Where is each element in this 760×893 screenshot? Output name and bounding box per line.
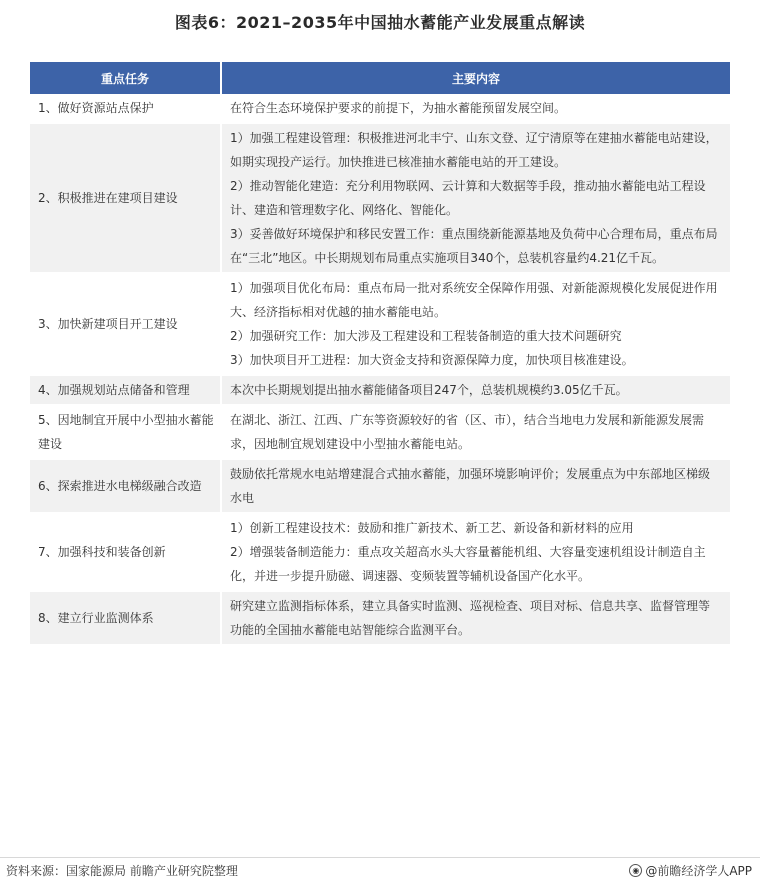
brand-logo-icon: ◉ (629, 864, 642, 877)
table-body (30, 94, 730, 645)
content-cell (221, 591, 730, 645)
task-cell: 4、加强规划站点储备和管理 (30, 375, 221, 405)
task-cell: 7、加强科技和装备创新 (30, 513, 221, 591)
footer-divider (0, 857, 760, 858)
content-paragraph: 3）妥善做好环境保护和移民安置工作：重点围绕新能源基地及负荷中心合理布局，重点布局在“三北”地区。中长期规划布局重点实施项目340个，总装机容量约4.21亿千瓦。 (230, 227, 718, 265)
source-note: 资料来源：国家能源局 前瞻产业研究院整理 (6, 864, 238, 878)
content-paragraph: 在符合生态环境保护要求的前提下，为抽水蓄能预留发展空间。 (230, 101, 567, 115)
content-paragraph: 1）加强工程建设管理：积极推进河北丰宁、山东文登、辽宁清原等在建抽水蓄能电站建设，如期实现投产运行。加快推进已核准抽水蓄能电站的开工建设。 (230, 131, 718, 169)
task-cell: 2、积极推进在建项目建设 (30, 123, 221, 273)
brand-credit (629, 862, 752, 879)
content-cell (221, 273, 730, 375)
task-cell: 1、做好资源站点保护 (30, 94, 221, 123)
content-paragraph: 3）加快项目开工进程：加大资金支持和资源保障力度，加快项目核准建设。 (230, 353, 634, 367)
content-paragraph: 鼓励依托常规水电站增建混合式抽水蓄能，加强环境影响评价；发展重点为中东部地区梯级水电 (230, 467, 711, 505)
content-paragraph: 在湖北、浙江、江西、广东等资源较好的省（区、市），结合当地电力发展和新能源发展需求，因地制宜规划建设中小型抽水蓄能电站。 (230, 413, 705, 451)
header-task: 重点任务 (30, 62, 221, 94)
table-row (30, 405, 730, 459)
content-cell (221, 513, 730, 591)
table-row (30, 591, 730, 645)
content-paragraph: 1）加强项目优化布局：重点布局一批对系统安全保障作用强、对新能源规模化发展促进作用大、经济指标相对优越的抽水蓄能电站。 (230, 281, 718, 319)
task-cell: 8、建立行业监测体系 (30, 591, 221, 645)
task-cell: 5、因地制宜开展中小型抽水蓄能建设 (30, 405, 221, 459)
content-paragraph: 1）创新工程建设技术：鼓励和推广新技术、新工艺、新设备和新材料的应用 (230, 521, 634, 535)
table-row (30, 94, 730, 123)
content-cell (221, 123, 730, 273)
table-header-row (30, 62, 730, 94)
content-paragraph: 本次中长期规划提出抽水蓄能储备项目247个，总装机规模约3.05亿千瓦。 (230, 383, 628, 397)
content-paragraph: 2）增强装备制造能力：重点攻关超高水头大容量蓄能机组、大容量变速机组设计制造自主化，并进一步提升励磁、调速器、变频装置等辅机设备国产化水平。 (230, 545, 706, 583)
table-row (30, 459, 730, 513)
content-cell (221, 459, 730, 513)
table-row (30, 123, 730, 273)
content-cell (221, 405, 730, 459)
content-cell (221, 375, 730, 405)
content-paragraph: 2）推动智能化建造：充分利用物联网、云计算和大数据等手段，推动抽水蓄能电站工程设计、建造和管理数字化、网络化、智能化。 (230, 179, 706, 217)
table-row (30, 273, 730, 375)
header-content: 主要内容 (221, 62, 730, 94)
table-row (30, 375, 730, 405)
table-row (30, 513, 730, 591)
page-title: 图表6：2021–2035年中国抽水蓄能产业发展重点解读 (174, 13, 586, 32)
content-cell (221, 94, 730, 123)
task-cell: 6、探索推进水电梯级融合改造 (30, 459, 221, 513)
content-paragraph: 研究建立监测指标体系，建立具备实时监测、巡视检查、项目对标、信息共享、监督管理等功能的全国抽水蓄能电站智能综合监测平台。 (230, 599, 711, 637)
brand-text: @前瞻经济学人APP (645, 864, 752, 878)
task-cell: 3、加快新建项目开工建设 (30, 273, 221, 375)
key-tasks-table (30, 62, 730, 646)
table (30, 62, 730, 646)
content-paragraph: 2）加强研究工作：加大涉及工程建设和工程装备制造的重大技术问题研究 (230, 329, 622, 343)
